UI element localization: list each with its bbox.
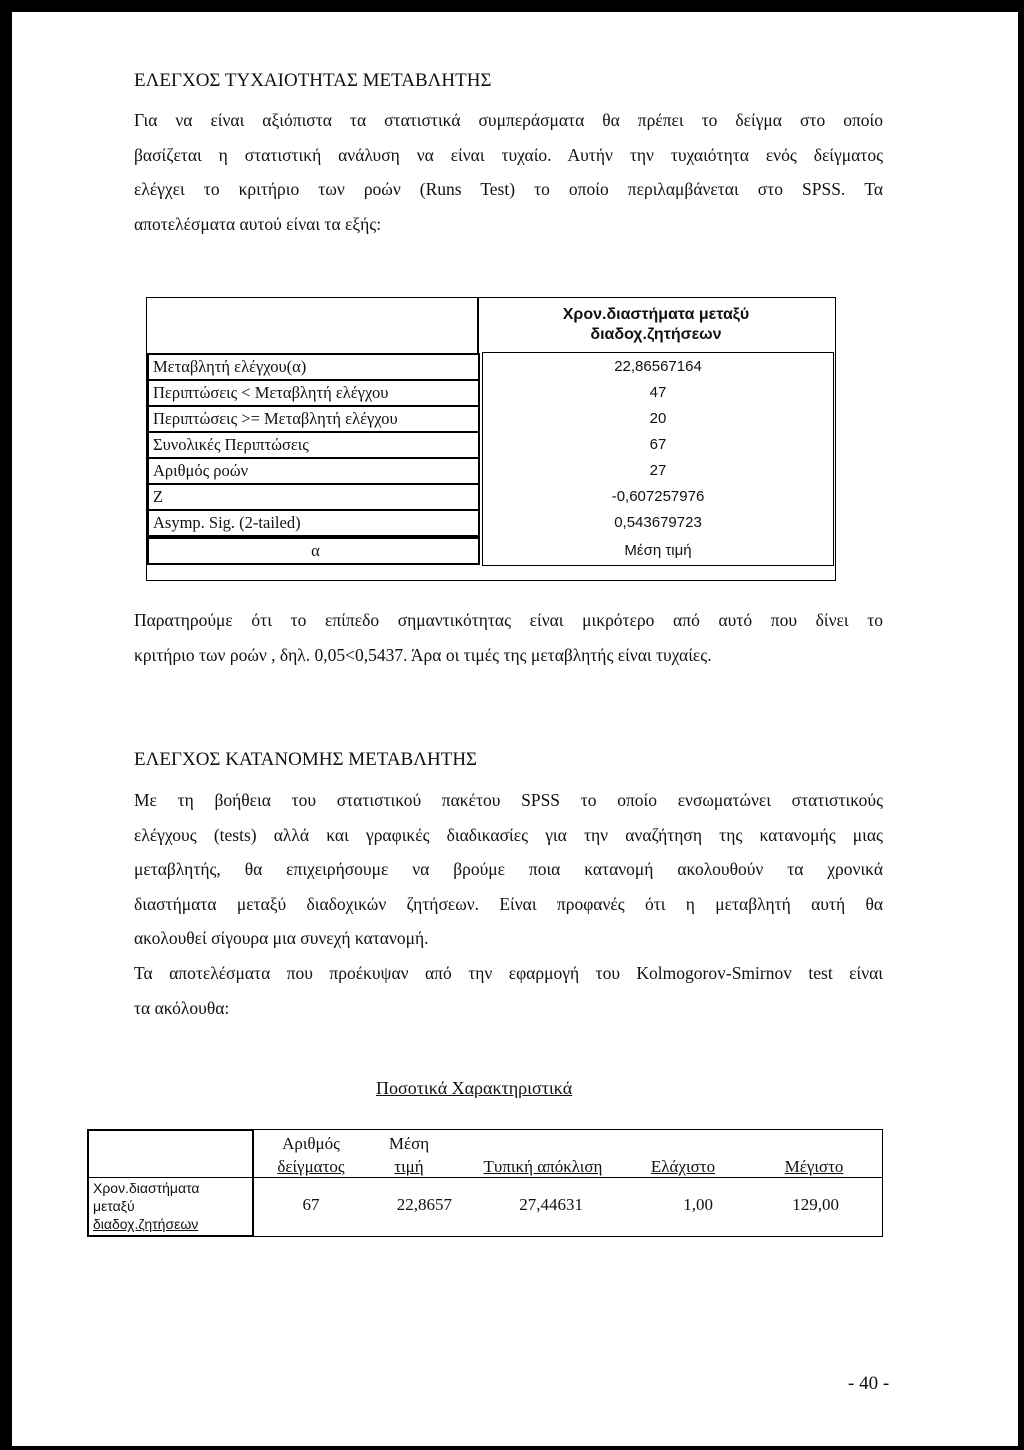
- row-value: 22,86567164: [614, 358, 702, 375]
- paragraph-line: ελέγχει το κριτήριο των ροών (Runs Test) το οποίο περιλαμβάνεται στο SPSS. Τα: [134, 179, 883, 200]
- paragraph-line: διαστήματα μεταξύ διαδοχικών ζητήσεων. Είναι προφανές ότι η μεταβλητή αυτή θα: [134, 893, 883, 914]
- page-number: - 40 -: [848, 1373, 890, 1394]
- paragraph-line: ακολουθεί σίγουρα μια συνεχή κατανομή.: [134, 928, 429, 949]
- paragraph-line: αποτελέσματα αυτού είναι τα εξής:: [134, 213, 382, 234]
- section1-paragraph: [134, 103, 883, 241]
- column-header: Χρον.διαστήματα μεταξύ διαδοχ.ζητήσεων: [562, 306, 750, 343]
- row-label: Αριθμός ροών: [147, 457, 480, 485]
- value-mean: 22,8657: [396, 1195, 452, 1214]
- conclusion-paragraph: [134, 603, 883, 672]
- section-title-randomness: ΕΛΕΓΧΟΣ ΤΥΧΑΙΟΤΗΤΑΣ ΜΕΤΑΒΛΗΤΗΣ: [134, 70, 492, 91]
- row-label: Μεταβλητή ελέγχου(α): [147, 353, 480, 381]
- paragraph-line: μεταβλητής, θα επιχειρήσουμε να βρούμε ποια κατανομή ακολουθούν τα χρονικά: [134, 859, 883, 880]
- paragraph-line: κριτήριο των ροών , δηλ. 0,05<0,5437. Άρα οι τιμές της μεταβλητής είναι τυχαίες.: [134, 644, 712, 665]
- footnote-label: α: [147, 537, 480, 565]
- value-max: 129,00: [792, 1195, 839, 1214]
- row-label: Z: [147, 483, 480, 511]
- paragraph-line: τα ακόλουθα:: [134, 997, 230, 1018]
- section-title-distribution: ΕΛΕΓΧΟΣ ΚΑΤΑΝΟΜΗΣ ΜΕΤΑΒΛΗΤΗΣ: [134, 749, 478, 770]
- row-value: 47: [649, 384, 667, 401]
- paragraph-line: Με τη βοήθεια του στατιστικού πακέτου SPSS το οποίο ενσωματώνει στατιστικούς: [134, 790, 883, 810]
- row-label: Asymp. Sig. (2-tailed): [147, 509, 480, 537]
- paragraph-line: Παρατηρούμε ότι το επίπεδο σημαντικότητας είναι μικρότερο από αυτό που δίνει το: [134, 610, 883, 630]
- header-min: Ελάχιστο: [650, 1157, 716, 1176]
- header-empty-cell: [147, 298, 479, 353]
- header-max: Μέγιστο: [784, 1157, 844, 1176]
- row-label: Περιπτώσεις < Μεταβλητή ελέγχου: [147, 379, 480, 407]
- descriptive-stats-table: [87, 1129, 883, 1237]
- paragraph-line: ελέγχους (tests) αλλά και γραφικές διαδικασίες για την αναζήτηση της κατανομής μιας: [134, 824, 883, 845]
- value-sample-size: 67: [302, 1195, 320, 1214]
- section2-paragraph: [134, 783, 883, 1025]
- row-value: 27: [649, 462, 667, 479]
- footnote-value: Μέση τιμή: [624, 542, 692, 559]
- row-label: Χρον.διαστήματα μεταξύ διαδοχ.ζητήσεων: [93, 1180, 200, 1232]
- row-label: Περιπτώσεις >= Μεταβλητή ελέγχου: [147, 405, 480, 433]
- paragraph-line: Τα αποτελέσματα που προέκυψαν από την εφαρμογή του Kolmogorov-Smirnov test είναι: [134, 962, 883, 983]
- header-std-dev: Τυπική απόκλιση: [483, 1157, 603, 1176]
- stats-table-caption: Ποσοτικά Χαρακτηριστικά: [376, 1078, 573, 1098]
- header-sample-size: Αριθμός δείγματος: [277, 1134, 345, 1176]
- row-label: Συνολικές Περιπτώσεις: [147, 431, 480, 459]
- value-min: 1,00: [683, 1195, 713, 1214]
- row-value: -0,607257976: [611, 488, 705, 505]
- row-value: 0,543679723: [614, 514, 702, 531]
- paragraph-line: βασίζεται η στατιστική ανάλυση να είναι τυχαίο. Αυτήν την τυχαιότητα ενός δείγματος: [134, 144, 883, 165]
- header-mean: Μέση τιμή: [388, 1134, 430, 1176]
- row-value: 20: [649, 410, 667, 427]
- runs-test-table: [146, 297, 836, 581]
- row-value: 67: [649, 436, 667, 453]
- value-std-dev: 27,44631: [519, 1195, 583, 1214]
- paragraph-line: Για να είναι αξιόπιστα τα στατιστικά συμπεράσματα θα πρέπει το δείγμα στο οποίο: [134, 110, 883, 130]
